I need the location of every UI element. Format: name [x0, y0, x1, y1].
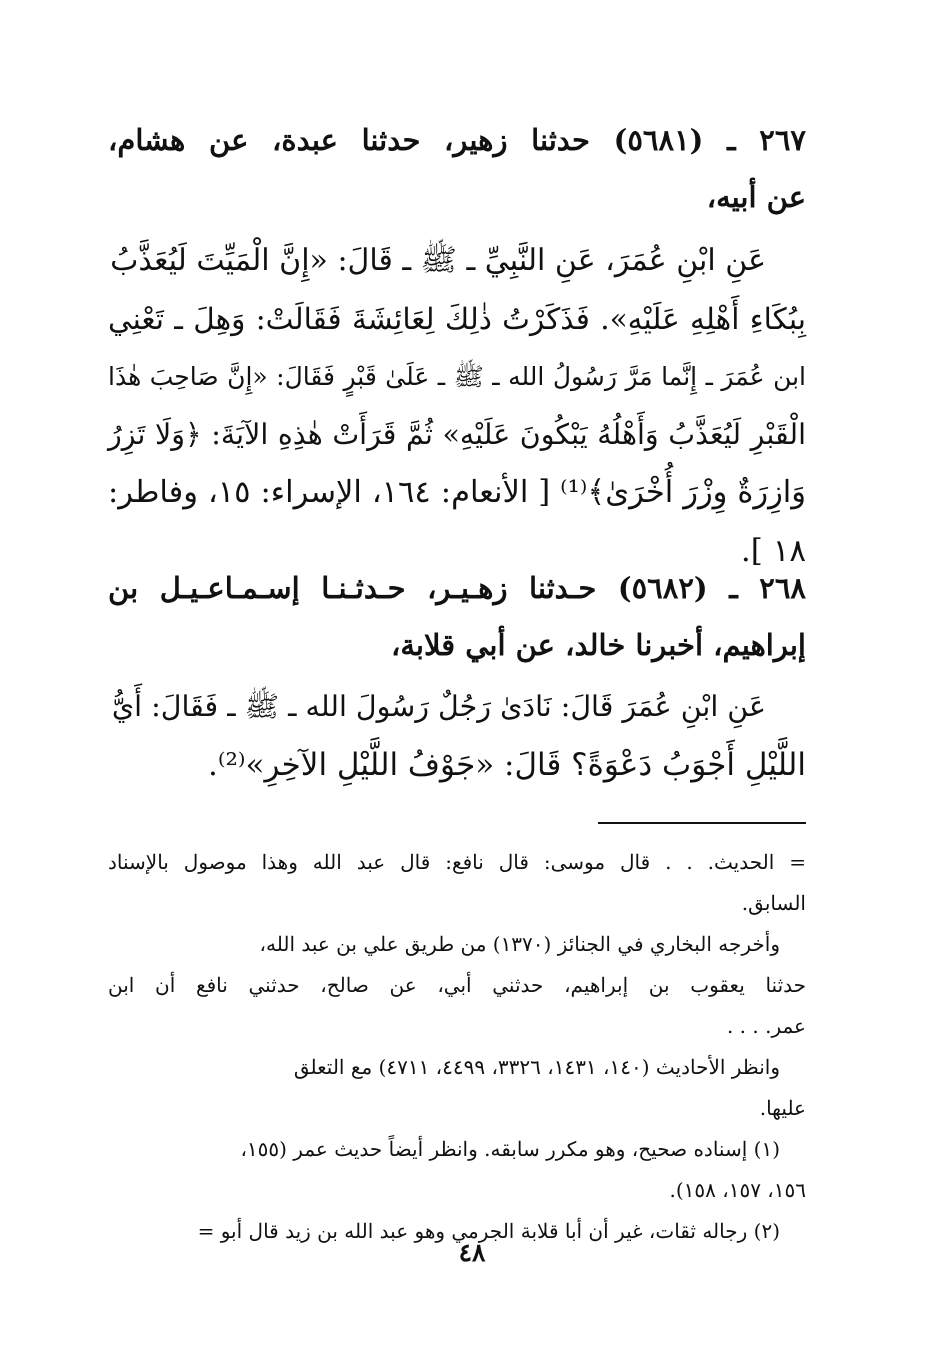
footnotes	[108, 842, 806, 1252]
text-line: وَازِرَةٌ وِزْرَ أُخْرَىٰ﴾⁽¹⁾ [ الأنعام: ١٦٤، الإسراء: ١٥، وفاطر:	[108, 475, 806, 510]
text-line: عن أبيه،	[706, 180, 806, 214]
text-line: ٢٦٧ ـ (٥٦٨١) حدثنا زهير، حدثنا عبدة، عن هشام،	[108, 123, 806, 157]
footnote-line: السابق.	[741, 891, 806, 915]
footnote-line: ١٥٦، ١٥٧، ١٥٨).	[669, 1178, 806, 1202]
text-line: اللَّيْلِ أَجْوَبُ دَعْوَةً؟ قَالَ: «جَوْفُ اللَّيْلِ الآخِرِ»⁽²⁾.	[208, 747, 806, 783]
hadith-267-matn	[108, 232, 806, 580]
footnote-separator	[598, 822, 806, 824]
footnote-1: (١) إسناده صحيح، وهو مكرر سابقه. وانظر أيضاً حديث عمر (١٥٥،	[240, 1137, 780, 1161]
footnote-line: وأخرجه البخاري في الجنائز (١٣٧٠) من طريق علي بن عبد الله،	[259, 932, 780, 956]
footnote-line: عليها.	[759, 1096, 806, 1120]
hadith-268-matn	[108, 678, 806, 794]
text-line: بِبُكَاءِ أَهْلِهِ عَلَيْهِ». فَذَكَرْتُ ذٰلِكَ لِعَائِشَةَ فَقَالَتْ: وَهِلَ ـ تَعْنِي	[108, 302, 806, 336]
footnote-line: عمر. . . .	[726, 1014, 806, 1038]
hadith-268-isnad	[108, 560, 806, 674]
text-line: ١٨ ].	[740, 533, 806, 569]
text-line: إبراهيم، أخبرنا خالد، عن أبي قلابة،	[390, 628, 806, 662]
footnote-2: (٢) رجاله ثقات، غير أن أبا قلابة الجرمي وهو عبد الله بن زيد قال أبو =	[197, 1219, 780, 1243]
hadith-267-isnad	[108, 112, 806, 226]
footnote-line: وانظر الأحاديث (١٤٠، ١٤٣١، ٣٣٢٦، ٤٤٩٩، ٤٧١١) مع التعلق	[293, 1055, 780, 1079]
text-line: ابن عُمَرَ ـ إِنَّما مَرَّ رَسُولُ الله ـ ﷺ ـ عَلَىٰ قَبْرٍ فَقَالَ: «إِنَّ صَاحِبَ هٰذَا	[108, 362, 806, 391]
text-line: ٢٦٨ ـ (٥٦٨٢) حـدثنا زهـيـر، حـدثـنـا إسـمـاعـيـل بن	[108, 571, 806, 605]
page-number: ٤٨	[458, 1238, 486, 1267]
text-line: عَنِ ابْنِ عُمَرَ، عَنِ النَّبِيِّ ـ ﷺ ـ قَالَ: «إِنَّ الْمَيِّتَ لَيُعَذَّبُ	[110, 243, 766, 278]
text-line: عَنِ ابْنِ عُمَرَ قَالَ: نَادَىٰ رَجُلٌ رَسُولَ الله ـ ﷺ ـ فَقَالَ: أَيُّ	[111, 690, 766, 723]
text-line: الْقَبْرِ لَيُعَذَّبُ وَأَهْلُهُ يَبْكُونَ عَلَيْهِ» ثُمَّ قَرَأَتْ هٰذِهِ الآيَةَ: ﴿وَلَا تَزِرُ	[108, 418, 806, 451]
footnote-line: حدثنا يعقوب بن إبراهيم، حدثني أبي، عن صالح، حدثني نافع أن ابن	[108, 973, 806, 997]
footnote-line: = الحديث. . . قال موسى: قال نافع: قال عبد الله وهذا موصول بالإسناد	[108, 850, 806, 874]
